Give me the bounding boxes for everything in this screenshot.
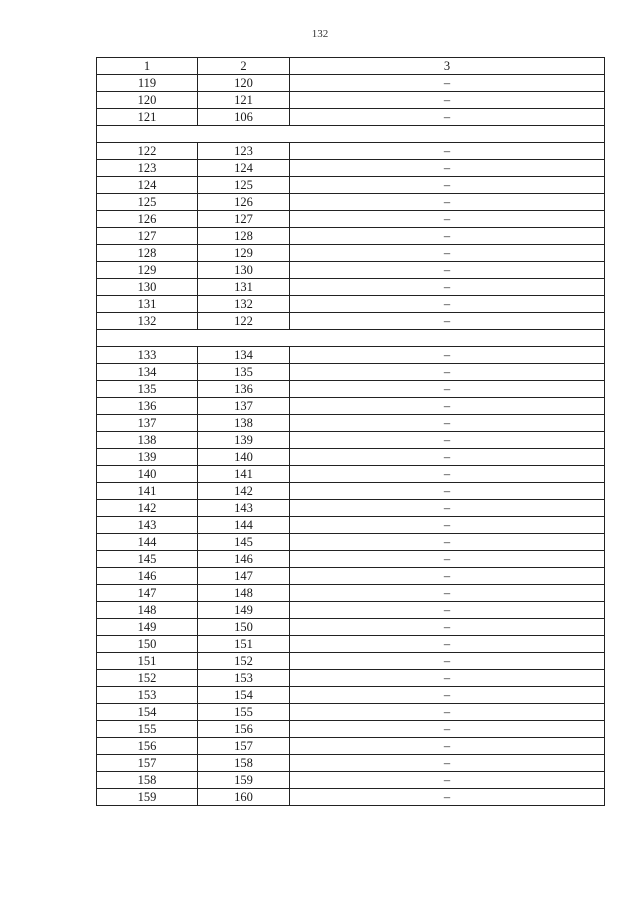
cell-col-1: 141 xyxy=(97,483,198,500)
cell-col-2: 132 xyxy=(198,296,290,313)
cell-col-2: 151 xyxy=(198,636,290,653)
table-row xyxy=(97,194,605,211)
cell-col-1: 147 xyxy=(97,585,198,602)
cell-col-1: 142 xyxy=(97,500,198,517)
table-row xyxy=(97,143,605,160)
cell-col-3: – xyxy=(290,636,605,653)
separator-cell xyxy=(97,330,605,347)
table-row xyxy=(97,109,605,126)
group-separator xyxy=(97,330,605,347)
cell-col-3: – xyxy=(290,772,605,789)
cell-col-1: 145 xyxy=(97,551,198,568)
separator-cell xyxy=(97,126,605,143)
cell-col-2: 149 xyxy=(198,602,290,619)
cell-col-3: – xyxy=(290,704,605,721)
table-row xyxy=(97,347,605,364)
table-row xyxy=(97,789,605,806)
cell-col-1: 158 xyxy=(97,772,198,789)
cell-col-2: 148 xyxy=(198,585,290,602)
cell-col-3: – xyxy=(290,585,605,602)
cell-col-2: 126 xyxy=(198,194,290,211)
table-row xyxy=(97,653,605,670)
table-row xyxy=(97,500,605,517)
table-row xyxy=(97,211,605,228)
cell-col-2: 143 xyxy=(198,500,290,517)
cell-col-1: 150 xyxy=(97,636,198,653)
cell-col-3: – xyxy=(290,619,605,636)
table-row xyxy=(97,245,605,262)
cell-col-3: – xyxy=(290,262,605,279)
cell-col-1: 133 xyxy=(97,347,198,364)
cell-col-2: 120 xyxy=(198,75,290,92)
cell-col-1: 140 xyxy=(97,466,198,483)
data-table xyxy=(96,57,605,806)
group-separator xyxy=(97,126,605,143)
cell-col-3: – xyxy=(290,670,605,687)
cell-col-2: 128 xyxy=(198,228,290,245)
cell-col-2: 153 xyxy=(198,670,290,687)
cell-col-3: – xyxy=(290,432,605,449)
cell-col-2: 135 xyxy=(198,364,290,381)
table-row xyxy=(97,687,605,704)
cell-col-2: 156 xyxy=(198,721,290,738)
cell-col-3: – xyxy=(290,721,605,738)
cell-col-1: 149 xyxy=(97,619,198,636)
cell-col-3: – xyxy=(290,500,605,517)
cell-col-1: 120 xyxy=(97,92,198,109)
cell-col-1: 146 xyxy=(97,568,198,585)
table-row xyxy=(97,738,605,755)
cell-col-2: 137 xyxy=(198,398,290,415)
table-row xyxy=(97,534,605,551)
table-row xyxy=(97,296,605,313)
cell-col-3: – xyxy=(290,687,605,704)
cell-col-1: 135 xyxy=(97,381,198,398)
cell-col-1: 144 xyxy=(97,534,198,551)
cell-col-3: – xyxy=(290,381,605,398)
cell-col-2: 150 xyxy=(198,619,290,636)
cell-col-2: 127 xyxy=(198,211,290,228)
cell-col-2: 142 xyxy=(198,483,290,500)
cell-col-3: – xyxy=(290,92,605,109)
cell-col-1: 157 xyxy=(97,755,198,772)
cell-col-2: 155 xyxy=(198,704,290,721)
cell-col-1: 155 xyxy=(97,721,198,738)
cell-col-1: 121 xyxy=(97,109,198,126)
cell-col-2: 144 xyxy=(198,517,290,534)
cell-col-3: – xyxy=(290,279,605,296)
cell-col-1: 137 xyxy=(97,415,198,432)
header-row xyxy=(97,58,605,75)
cell-col-2: 147 xyxy=(198,568,290,585)
cell-col-3: – xyxy=(290,415,605,432)
cell-col-3: – xyxy=(290,75,605,92)
cell-col-3: – xyxy=(290,296,605,313)
table-row xyxy=(97,432,605,449)
cell-col-1: 123 xyxy=(97,160,198,177)
cell-col-1: 154 xyxy=(97,704,198,721)
cell-col-2: 145 xyxy=(198,534,290,551)
cell-col-1: 129 xyxy=(97,262,198,279)
cell-col-2: 125 xyxy=(198,177,290,194)
cell-col-3: – xyxy=(290,551,605,568)
cell-col-1: 122 xyxy=(97,143,198,160)
table-row xyxy=(97,75,605,92)
table-row xyxy=(97,449,605,466)
cell-col-3: – xyxy=(290,109,605,126)
table-row xyxy=(97,585,605,602)
cell-col-2: 152 xyxy=(198,653,290,670)
cell-col-1: 131 xyxy=(97,296,198,313)
table-row xyxy=(97,381,605,398)
cell-col-1: 136 xyxy=(97,398,198,415)
table-row xyxy=(97,517,605,534)
cell-col-2: 124 xyxy=(198,160,290,177)
cell-col-3: – xyxy=(290,364,605,381)
cell-col-2: 138 xyxy=(198,415,290,432)
cell-col-2: 146 xyxy=(198,551,290,568)
cell-col-1: 139 xyxy=(97,449,198,466)
cell-col-2: 106 xyxy=(198,109,290,126)
cell-col-2: 136 xyxy=(198,381,290,398)
cell-col-1: 124 xyxy=(97,177,198,194)
table-row xyxy=(97,670,605,687)
cell-col-3: – xyxy=(290,789,605,806)
table-row xyxy=(97,619,605,636)
cell-col-2: 139 xyxy=(198,432,290,449)
cell-col-3: – xyxy=(290,517,605,534)
cell-col-2: 158 xyxy=(198,755,290,772)
cell-col-2: 154 xyxy=(198,687,290,704)
cell-col-3: – xyxy=(290,211,605,228)
table-row xyxy=(97,279,605,296)
cell-col-3: – xyxy=(290,602,605,619)
cell-col-3: – xyxy=(290,228,605,245)
cell-col-3: – xyxy=(290,143,605,160)
cell-col-1: 130 xyxy=(97,279,198,296)
cell-col-1: 156 xyxy=(97,738,198,755)
table-row xyxy=(97,313,605,330)
table-row xyxy=(97,704,605,721)
cell-col-2: 129 xyxy=(198,245,290,262)
table-row xyxy=(97,721,605,738)
cell-col-2: 123 xyxy=(198,143,290,160)
cell-col-2: 131 xyxy=(198,279,290,296)
cell-col-2: 130 xyxy=(198,262,290,279)
cell-col-3: – xyxy=(290,755,605,772)
cell-col-1: 125 xyxy=(97,194,198,211)
table-row xyxy=(97,568,605,585)
cell-col-2: 159 xyxy=(198,772,290,789)
table-row xyxy=(97,483,605,500)
cell-col-3: – xyxy=(290,534,605,551)
cell-col-3: – xyxy=(290,313,605,330)
cell-col-3: – xyxy=(290,483,605,500)
cell-col-1: 127 xyxy=(97,228,198,245)
cell-col-3: – xyxy=(290,398,605,415)
table-row xyxy=(97,398,605,415)
cell-col-1: 151 xyxy=(97,653,198,670)
table-row xyxy=(97,755,605,772)
table-row xyxy=(97,92,605,109)
column-header-2: 2 xyxy=(198,58,290,75)
cell-col-3: – xyxy=(290,245,605,262)
cell-col-2: 141 xyxy=(198,466,290,483)
cell-col-1: 152 xyxy=(97,670,198,687)
table-row xyxy=(97,636,605,653)
cell-col-2: 160 xyxy=(198,789,290,806)
table-row xyxy=(97,160,605,177)
table-row xyxy=(97,466,605,483)
table-row xyxy=(97,364,605,381)
table-row xyxy=(97,415,605,432)
cell-col-1: 132 xyxy=(97,313,198,330)
cell-col-1: 128 xyxy=(97,245,198,262)
cell-col-2: 140 xyxy=(198,449,290,466)
cell-col-3: – xyxy=(290,347,605,364)
page-number: 132 xyxy=(311,28,329,40)
cell-col-3: – xyxy=(290,449,605,466)
cell-col-2: 157 xyxy=(198,738,290,755)
table-row xyxy=(97,228,605,245)
cell-col-2: 122 xyxy=(198,313,290,330)
cell-col-3: – xyxy=(290,568,605,585)
cell-col-1: 159 xyxy=(97,789,198,806)
cell-col-2: 121 xyxy=(198,92,290,109)
column-header-3: 3 xyxy=(290,58,605,75)
cell-col-1: 153 xyxy=(97,687,198,704)
cell-col-1: 134 xyxy=(97,364,198,381)
cell-col-3: – xyxy=(290,177,605,194)
column-header-1: 1 xyxy=(97,58,198,75)
cell-col-3: – xyxy=(290,653,605,670)
table-header xyxy=(97,58,605,75)
cell-col-3: – xyxy=(290,466,605,483)
cell-col-1: 143 xyxy=(97,517,198,534)
table-row xyxy=(97,551,605,568)
cell-col-1: 119 xyxy=(97,75,198,92)
table-body xyxy=(97,75,605,806)
cell-col-3: – xyxy=(290,160,605,177)
cell-col-1: 148 xyxy=(97,602,198,619)
cell-col-1: 126 xyxy=(97,211,198,228)
cell-col-2: 134 xyxy=(198,347,290,364)
cell-col-3: – xyxy=(290,738,605,755)
cell-col-3: – xyxy=(290,194,605,211)
table-row xyxy=(97,177,605,194)
table-row xyxy=(97,772,605,789)
table-row xyxy=(97,602,605,619)
cell-col-1: 138 xyxy=(97,432,198,449)
table-row xyxy=(97,262,605,279)
